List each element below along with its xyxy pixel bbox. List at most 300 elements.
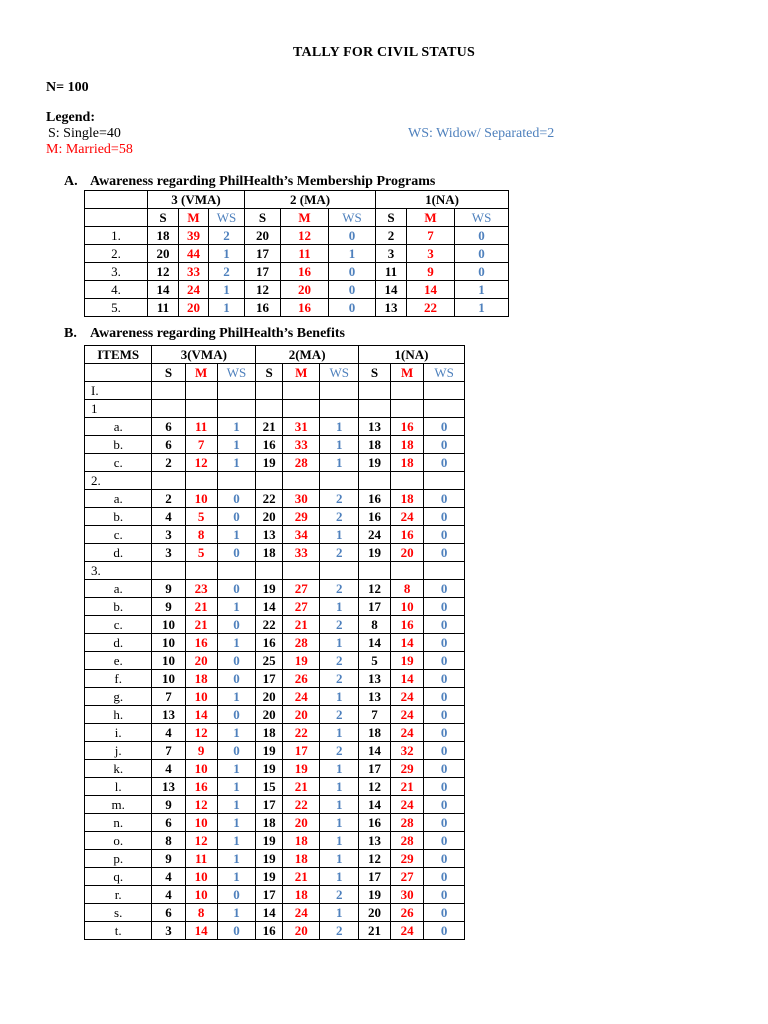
widow-count-cell: 1 (320, 526, 359, 544)
single-count-cell: 19 (256, 868, 283, 886)
widow-count-cell: 0 (424, 814, 465, 832)
married-count-cell: 21 (283, 868, 320, 886)
married-count-cell: 33 (179, 263, 209, 281)
widow-count-cell: 1 (217, 526, 256, 544)
empty-cell (283, 472, 320, 490)
sub-header-cell: M (283, 364, 320, 382)
table-row (85, 886, 465, 904)
sub-header-cell: WS (209, 209, 245, 227)
empty-cell (391, 400, 424, 418)
single-count-cell: 6 (152, 418, 185, 436)
single-count-cell: 4 (152, 886, 185, 904)
empty-cell (256, 562, 283, 580)
row-label: d. (85, 634, 152, 652)
married-count-cell: 26 (283, 670, 320, 688)
widow-count-cell: 1 (329, 245, 376, 263)
married-count-cell: 17 (283, 742, 320, 760)
table-b-sub-header (85, 364, 465, 382)
table-row (85, 724, 465, 742)
widow-count-cell: 2 (320, 886, 359, 904)
single-count-cell: 22 (256, 616, 283, 634)
table-row (85, 454, 465, 472)
table-row (85, 245, 509, 263)
empty-cell (256, 400, 283, 418)
single-count-cell: 20 (245, 227, 281, 245)
married-count-cell: 19 (283, 652, 320, 670)
widow-count-cell: 0 (424, 418, 465, 436)
married-count-cell: 26 (391, 904, 424, 922)
row-label: p. (85, 850, 152, 868)
widow-count-cell: 1 (217, 814, 256, 832)
married-count-cell: 27 (391, 868, 424, 886)
row-label: r. (85, 886, 152, 904)
single-count-cell: 9 (152, 850, 185, 868)
single-count-cell: 4 (152, 508, 185, 526)
widow-count-cell: 1 (320, 598, 359, 616)
married-count-cell: 20 (281, 281, 329, 299)
row-label: g. (85, 688, 152, 706)
widow-count-cell: 1 (217, 436, 256, 454)
married-count-cell: 7 (407, 227, 455, 245)
empty-cell (424, 562, 465, 580)
single-count-cell: 19 (358, 544, 390, 562)
widow-count-cell: 0 (424, 526, 465, 544)
section-a-title: Awareness regarding PhilHealth’s Membership Programs (90, 174, 436, 189)
married-count-cell: 12 (185, 832, 217, 850)
row-label: e. (85, 652, 152, 670)
married-count-cell: 20 (179, 299, 209, 317)
table-row (85, 580, 465, 598)
widow-count-cell: 0 (424, 490, 465, 508)
table-row (85, 227, 509, 245)
legend-single: S: Single=40 (48, 126, 121, 141)
widow-count-cell: 0 (424, 454, 465, 472)
married-count-cell: 14 (185, 706, 217, 724)
married-count-cell: 28 (391, 814, 424, 832)
single-count-cell: 14 (256, 904, 283, 922)
widow-count-cell: 0 (424, 616, 465, 634)
single-count-cell: 19 (358, 886, 390, 904)
table-b-group-header-cell: 2(MA) (256, 346, 359, 364)
sub-header-cell: S (256, 364, 283, 382)
table-a-group-header-cell: 3 (VMA) (148, 191, 245, 209)
row-label: i. (85, 724, 152, 742)
widow-count-cell: 0 (424, 508, 465, 526)
married-count-cell: 22 (283, 796, 320, 814)
sub-header-cell: M (179, 209, 209, 227)
widow-count-cell: 0 (329, 263, 376, 281)
row-label: 1. (85, 227, 148, 245)
married-count-cell: 18 (283, 832, 320, 850)
empty-cell (256, 472, 283, 490)
single-count-cell: 14 (148, 281, 179, 299)
legend-title: Legend: (46, 110, 95, 125)
married-count-cell: 39 (179, 227, 209, 245)
married-count-cell: 14 (391, 634, 424, 652)
married-count-cell: 18 (391, 490, 424, 508)
section-b-heading (64, 326, 345, 342)
single-count-cell: 13 (256, 526, 283, 544)
widow-count-cell: 1 (320, 436, 359, 454)
widow-count-cell: 1 (455, 299, 509, 317)
widow-count-cell: 0 (329, 281, 376, 299)
empty-cell (391, 562, 424, 580)
widow-count-cell: 2 (320, 706, 359, 724)
widow-count-cell: 0 (217, 886, 256, 904)
legend-married: M: Married=58 (46, 142, 133, 157)
married-count-cell: 21 (283, 616, 320, 634)
single-count-cell: 11 (148, 299, 179, 317)
single-count-cell: 8 (358, 616, 390, 634)
single-count-cell: 16 (358, 490, 390, 508)
married-count-cell: 16 (391, 616, 424, 634)
single-count-cell: 16 (358, 508, 390, 526)
empty-cell (391, 472, 424, 490)
single-count-cell: 13 (358, 832, 390, 850)
widow-count-cell: 1 (320, 634, 359, 652)
single-count-cell: 16 (256, 634, 283, 652)
widow-count-cell: 0 (424, 706, 465, 724)
empty-cell (152, 562, 185, 580)
single-count-cell: 19 (256, 580, 283, 598)
single-count-cell: 7 (152, 688, 185, 706)
married-count-cell: 12 (185, 796, 217, 814)
row-label: f. (85, 670, 152, 688)
row-label: b. (85, 508, 152, 526)
empty-cell (217, 400, 256, 418)
widow-count-cell: 1 (209, 281, 245, 299)
empty-cell (320, 562, 359, 580)
married-count-cell: 24 (391, 688, 424, 706)
page-title: TALLY FOR CIVIL STATUS (293, 45, 475, 60)
sub-header-cell: WS (455, 209, 509, 227)
empty-cell (320, 382, 359, 400)
widow-count-cell: 1 (217, 454, 256, 472)
table-a-group-header-cell: 2 (MA) (245, 191, 376, 209)
empty-cell (320, 472, 359, 490)
single-count-cell: 12 (358, 778, 390, 796)
married-count-cell: 16 (281, 299, 329, 317)
single-count-cell: 9 (152, 580, 185, 598)
married-count-cell: 10 (185, 490, 217, 508)
table-row (85, 670, 465, 688)
single-count-cell: 17 (245, 245, 281, 263)
single-count-cell: 22 (256, 490, 283, 508)
table-row (85, 544, 465, 562)
single-count-cell: 12 (245, 281, 281, 299)
table-row (85, 850, 465, 868)
widow-count-cell: 0 (217, 670, 256, 688)
single-count-cell: 12 (358, 580, 390, 598)
single-count-cell: 3 (152, 922, 185, 940)
married-count-cell: 9 (185, 742, 217, 760)
widow-count-cell: 0 (424, 832, 465, 850)
widow-count-cell: 1 (320, 904, 359, 922)
item-group-row (85, 472, 465, 490)
single-count-cell: 18 (256, 814, 283, 832)
married-count-cell: 20 (283, 706, 320, 724)
widow-count-cell: 1 (217, 418, 256, 436)
single-count-cell: 18 (256, 724, 283, 742)
sub-header-cell: WS (217, 364, 256, 382)
table-row (85, 634, 465, 652)
widow-count-cell: 2 (320, 652, 359, 670)
section-b-letter: B. (64, 326, 77, 341)
widow-count-cell: 1 (217, 850, 256, 868)
widow-count-cell: 1 (320, 418, 359, 436)
empty-cell (185, 562, 217, 580)
single-count-cell: 18 (256, 544, 283, 562)
single-count-cell: 2 (376, 227, 407, 245)
married-count-cell: 19 (283, 760, 320, 778)
married-count-cell: 28 (391, 832, 424, 850)
sub-header-cell: M (391, 364, 424, 382)
empty-cell (217, 562, 256, 580)
single-count-cell: 12 (358, 850, 390, 868)
married-count-cell: 22 (283, 724, 320, 742)
table-row (85, 904, 465, 922)
single-count-cell: 10 (152, 652, 185, 670)
widow-count-cell: 0 (424, 634, 465, 652)
empty-cell (424, 400, 465, 418)
empty-cell (320, 400, 359, 418)
married-count-cell: 11 (185, 850, 217, 868)
widow-count-cell: 1 (217, 778, 256, 796)
widow-count-cell: 1 (209, 245, 245, 263)
item-group-label: 3. (85, 562, 152, 580)
single-count-cell: 2 (152, 454, 185, 472)
married-count-cell: 27 (283, 580, 320, 598)
married-count-cell: 12 (281, 227, 329, 245)
married-count-cell: 10 (185, 868, 217, 886)
widow-count-cell: 0 (424, 796, 465, 814)
table-row (85, 490, 465, 508)
married-count-cell: 21 (185, 598, 217, 616)
empty-cell (152, 472, 185, 490)
items-header: ITEMS (85, 346, 152, 364)
widow-count-cell: 0 (424, 742, 465, 760)
married-count-cell: 44 (179, 245, 209, 263)
single-count-cell: 12 (148, 263, 179, 281)
section-b-title: Awareness regarding PhilHealth’s Benefits (90, 326, 345, 341)
widow-count-cell: 0 (329, 227, 376, 245)
single-count-cell: 16 (256, 436, 283, 454)
single-count-cell: 10 (152, 616, 185, 634)
widow-count-cell: 2 (209, 227, 245, 245)
empty-cell (358, 472, 390, 490)
empty-cell (185, 382, 217, 400)
empty-cell (358, 400, 390, 418)
row-label: b. (85, 436, 152, 454)
widow-count-cell: 0 (455, 263, 509, 281)
row-label: h. (85, 706, 152, 724)
single-count-cell: 19 (256, 760, 283, 778)
widow-count-cell: 1 (217, 868, 256, 886)
single-count-cell: 13 (376, 299, 407, 317)
married-count-cell: 16 (391, 526, 424, 544)
married-count-cell: 23 (185, 580, 217, 598)
row-label: k. (85, 760, 152, 778)
widow-count-cell: 0 (329, 299, 376, 317)
row-label: 4. (85, 281, 148, 299)
married-count-cell: 24 (283, 904, 320, 922)
table-a-group-header (85, 191, 509, 209)
married-count-cell: 28 (283, 634, 320, 652)
married-count-cell: 3 (407, 245, 455, 263)
single-count-cell: 2 (152, 490, 185, 508)
single-count-cell: 19 (256, 454, 283, 472)
widow-count-cell: 0 (424, 436, 465, 454)
married-count-cell: 28 (283, 454, 320, 472)
married-count-cell: 10 (185, 688, 217, 706)
table-row (85, 526, 465, 544)
widow-count-cell: 0 (217, 580, 256, 598)
widow-count-cell: 0 (424, 868, 465, 886)
married-count-cell: 12 (185, 724, 217, 742)
married-count-cell: 20 (283, 922, 320, 940)
row-label: a. (85, 418, 152, 436)
widow-count-cell: 0 (455, 227, 509, 245)
married-count-cell: 33 (283, 544, 320, 562)
widow-count-cell: 1 (320, 832, 359, 850)
married-count-cell: 18 (185, 670, 217, 688)
single-count-cell: 17 (358, 760, 390, 778)
married-count-cell: 24 (179, 281, 209, 299)
single-count-cell: 10 (152, 634, 185, 652)
table-row (85, 508, 465, 526)
married-count-cell: 10 (185, 886, 217, 904)
table-row (85, 778, 465, 796)
item-group-label: 2. (85, 472, 152, 490)
empty-cell (152, 382, 185, 400)
row-label: j. (85, 742, 152, 760)
single-count-cell: 14 (376, 281, 407, 299)
widow-count-cell: 0 (217, 508, 256, 526)
widow-count-cell: 0 (424, 886, 465, 904)
married-count-cell: 18 (283, 850, 320, 868)
single-count-cell: 3 (152, 544, 185, 562)
single-count-cell: 13 (358, 670, 390, 688)
table-row (85, 922, 465, 940)
married-count-cell: 9 (407, 263, 455, 281)
empty-cell (185, 472, 217, 490)
empty-cell (283, 400, 320, 418)
married-count-cell: 24 (391, 724, 424, 742)
married-count-cell: 29 (283, 508, 320, 526)
sub-header-cell: S (358, 364, 390, 382)
single-count-cell: 20 (256, 688, 283, 706)
empty-cell (358, 382, 390, 400)
single-count-cell: 9 (152, 796, 185, 814)
table-row (85, 796, 465, 814)
married-count-cell: 29 (391, 850, 424, 868)
table-row (85, 832, 465, 850)
married-count-cell: 24 (391, 922, 424, 940)
single-count-cell: 6 (152, 436, 185, 454)
widow-count-cell: 2 (320, 580, 359, 598)
sample-size: N= 100 (46, 80, 89, 95)
table-row (85, 418, 465, 436)
single-count-cell: 8 (152, 832, 185, 850)
widow-count-cell: 1 (217, 598, 256, 616)
widow-count-cell: 0 (424, 760, 465, 778)
widow-count-cell: 1 (320, 760, 359, 778)
empty-cell (217, 382, 256, 400)
single-count-cell: 17 (256, 670, 283, 688)
table-row (85, 436, 465, 454)
married-count-cell: 21 (283, 778, 320, 796)
table-b-group-header-cell: 1(NA) (358, 346, 464, 364)
single-count-cell: 17 (358, 598, 390, 616)
single-count-cell: 6 (152, 814, 185, 832)
single-count-cell: 18 (358, 724, 390, 742)
widow-count-cell: 0 (424, 670, 465, 688)
row-label: m. (85, 796, 152, 814)
item-group-label: I. (85, 382, 152, 400)
section-a-letter: A. (64, 174, 78, 189)
benefits-awareness-table (84, 345, 465, 940)
married-count-cell: 32 (391, 742, 424, 760)
married-count-cell: 8 (185, 526, 217, 544)
row-label: b. (85, 598, 152, 616)
widow-count-cell: 2 (320, 616, 359, 634)
single-count-cell: 20 (256, 706, 283, 724)
married-count-cell: 16 (391, 418, 424, 436)
widow-count-cell: 2 (209, 263, 245, 281)
row-label: 3. (85, 263, 148, 281)
sub-header-cell: S (152, 364, 185, 382)
widow-count-cell: 2 (320, 742, 359, 760)
single-count-cell: 20 (256, 508, 283, 526)
single-count-cell: 9 (152, 598, 185, 616)
widow-count-cell: 0 (217, 544, 256, 562)
table-b-corner (85, 364, 152, 382)
married-count-cell: 16 (281, 263, 329, 281)
sub-header-cell: WS (320, 364, 359, 382)
married-count-cell: 18 (391, 436, 424, 454)
widow-count-cell: 1 (217, 634, 256, 652)
single-count-cell: 4 (152, 724, 185, 742)
empty-cell (217, 472, 256, 490)
item-group-row (85, 562, 465, 580)
married-count-cell: 33 (283, 436, 320, 454)
table-row (85, 814, 465, 832)
single-count-cell: 4 (152, 760, 185, 778)
widow-count-cell: 1 (217, 724, 256, 742)
widow-count-cell: 2 (320, 490, 359, 508)
row-label: q. (85, 868, 152, 886)
widow-count-cell: 2 (320, 544, 359, 562)
membership-awareness-table (84, 190, 509, 317)
married-count-cell: 24 (283, 688, 320, 706)
single-count-cell: 16 (256, 922, 283, 940)
single-count-cell: 16 (245, 299, 281, 317)
widow-count-cell: 1 (217, 904, 256, 922)
single-count-cell: 14 (358, 634, 390, 652)
table-row (85, 299, 509, 317)
row-label: c. (85, 616, 152, 634)
sub-header-cell: S (245, 209, 281, 227)
table-row (85, 263, 509, 281)
widow-count-cell: 0 (424, 544, 465, 562)
married-count-cell: 8 (391, 580, 424, 598)
table-row (85, 281, 509, 299)
empty-cell (424, 382, 465, 400)
table-row (85, 688, 465, 706)
married-count-cell: 21 (185, 616, 217, 634)
married-count-cell: 34 (283, 526, 320, 544)
widow-count-cell: 0 (424, 652, 465, 670)
